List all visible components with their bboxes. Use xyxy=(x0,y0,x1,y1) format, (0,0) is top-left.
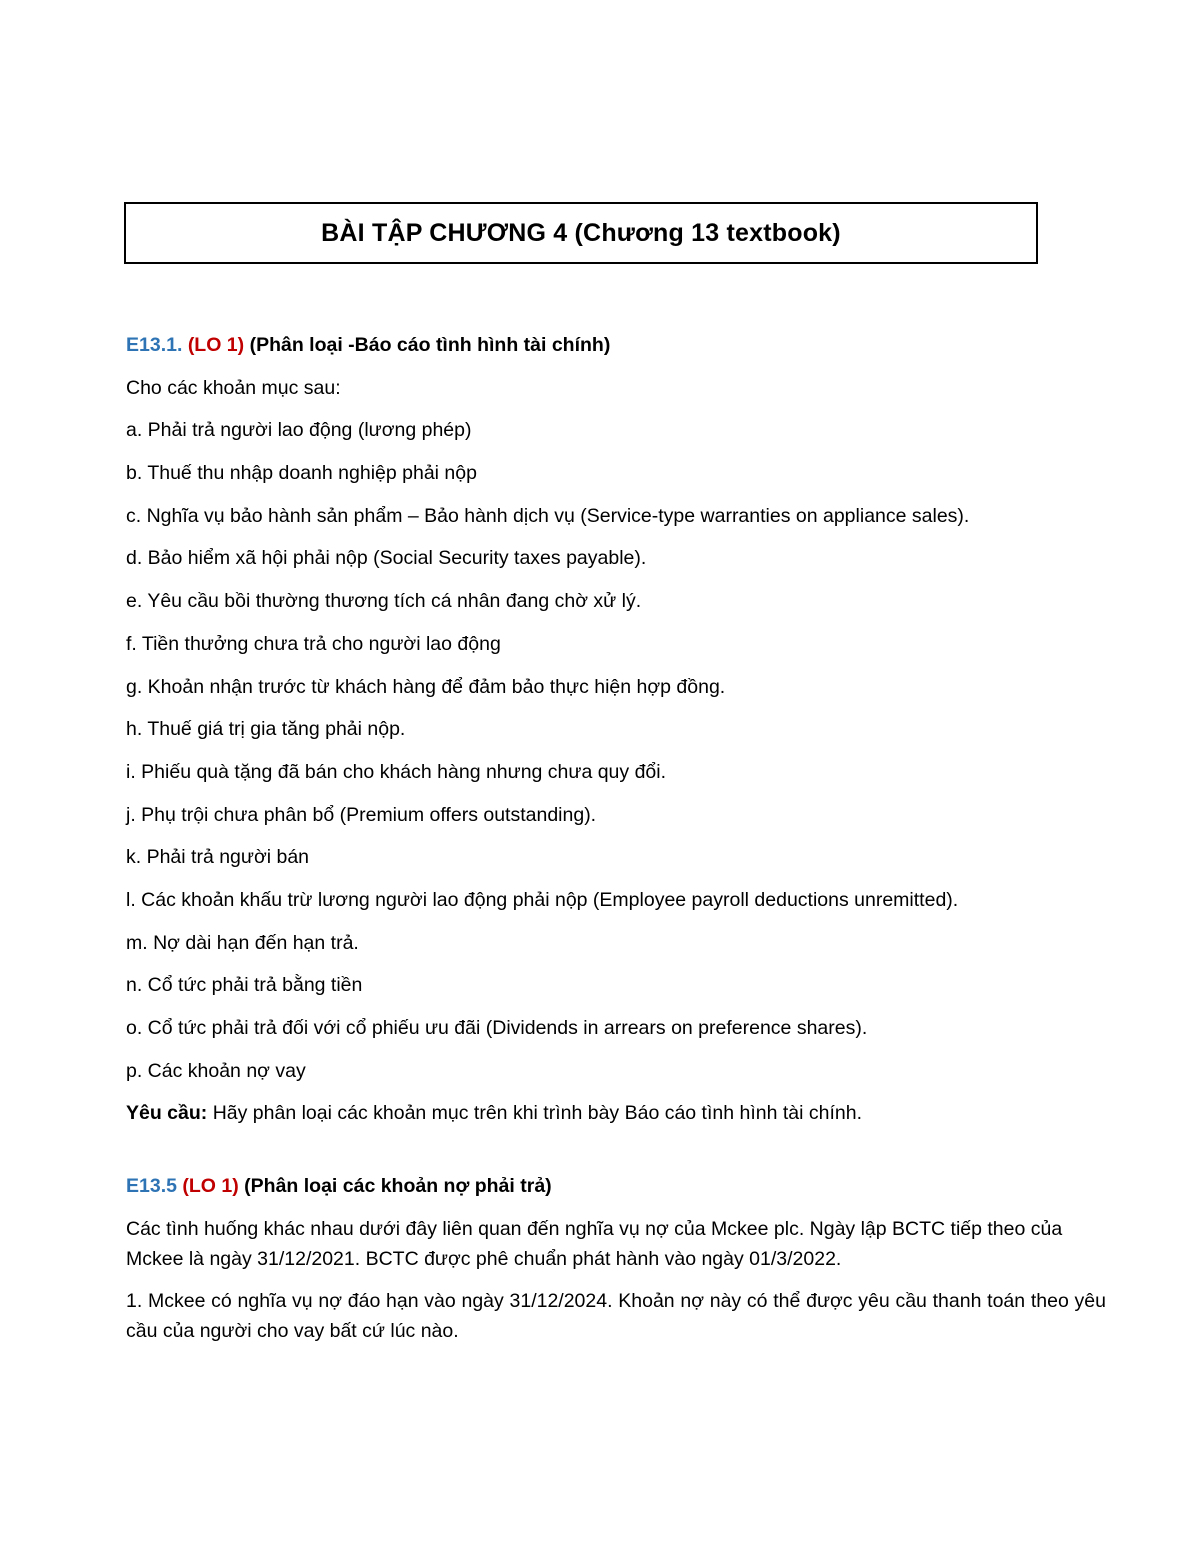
exercise-heading-e13-5 xyxy=(126,1171,1106,1201)
exercise-heading-e13-1 xyxy=(126,330,1106,360)
exercise-code: E13.1. xyxy=(126,334,183,356)
list-item: n. Cổ tức phải trả bằng tiền xyxy=(126,974,363,997)
list-item: p. Các khoản nợ vay xyxy=(126,1059,306,1082)
list-item: a. Phải trả người lao động (lương phép) xyxy=(126,419,472,442)
list-item: b. Thuế thu nhập doanh nghiệp phải nộp xyxy=(126,462,477,485)
list-item: e. Yêu cầu bồi thường thương tích cá nhân đang chờ xử lý. xyxy=(126,590,642,613)
learning-objective: (LO 1) xyxy=(182,1175,239,1198)
exercise-topic: (Phân loại -Báo cáo tình hình tài chính) xyxy=(249,334,611,356)
exercise-code: E13.5 xyxy=(126,1175,177,1198)
exercise-content xyxy=(126,330,1106,1359)
paragraph-situation-1: 1. Mckee có nghĩa vụ nợ đáo hạn vào ngày 31/12/2024. Khoản nợ này có thể được yêu cầu thanh toán theo yêu cầu của người cho vay bất cứ lúc nào. xyxy=(126,1290,1106,1343)
list-item: c. Nghĩa vụ bảo hành sản phẩm – Bảo hành dịch vụ (Service-type warranties on appliance sales). xyxy=(126,504,970,527)
requirement-label: Yêu cầu: xyxy=(126,1102,208,1125)
list-item: g. Khoản nhận trước từ khách hàng để đảm bảo thực hiện hợp đồng. xyxy=(126,675,726,698)
list-item: d. Bảo hiểm xã hội phải nộp (Social Security taxes payable). xyxy=(126,547,647,570)
paragraph-context: Các tình huống khác nhau dưới đây liên quan đến nghĩa vụ nợ của Mckee plc. Ngày lập BCTC tiếp theo của Mckee là ngày 31/12/2021. BCTC được phê chuẩn phát hành vào ngày 01/3/2022. xyxy=(126,1217,1063,1270)
list-item: o. Cổ tức phải trả đối với cổ phiếu ưu đãi (Dividends in arrears on preference shares). xyxy=(126,1017,868,1039)
exercise-intro: Cho các khoản mục sau: xyxy=(126,376,341,399)
list-item: m. Nợ dài hạn đến hạn trả. xyxy=(126,931,359,954)
list-item: f. Tiền thưởng chưa trả cho người lao động xyxy=(126,632,501,655)
learning-objective: (LO 1) xyxy=(187,334,245,356)
chapter-title: BÀI TẬP CHƯƠNG 4 (Chương 13 textbook) xyxy=(124,202,1038,264)
list-item: j. Phụ trội chưa phân bổ (Premium offers outstanding). xyxy=(126,803,597,826)
requirement xyxy=(126,1098,1106,1128)
requirement-text: Hãy phân loại các khoản mục trên khi trình bày Báo cáo tình hình tài chính. xyxy=(207,1102,863,1125)
list-item: l. Các khoản khấu trừ lương người lao động phải nộp (Employee payroll deductions unremitted). xyxy=(126,888,959,911)
list-item: h. Thuế giá trị gia tăng phải nộp. xyxy=(126,718,406,741)
list-item: k. Phải trả người bán xyxy=(126,846,310,869)
list-item: i. Phiếu quà tặng đã bán cho khách hàng nhưng chưa quy đổi. xyxy=(126,760,667,783)
exercise-topic: (Phân loại các khoản nợ phải trả) xyxy=(244,1175,552,1198)
section-spacer xyxy=(126,1141,1106,1171)
